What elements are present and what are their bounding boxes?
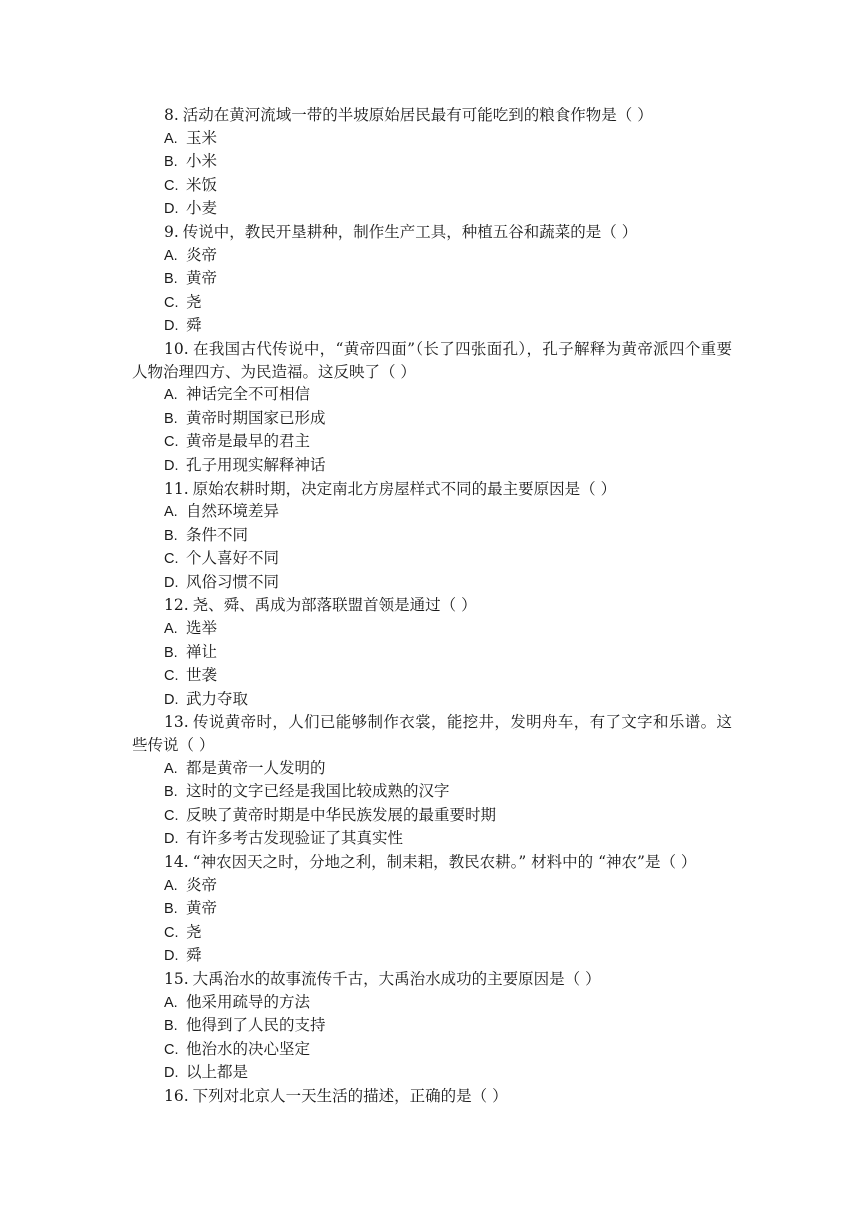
option-letter: A.: [164, 504, 178, 521]
option-text: 黄帝: [186, 899, 218, 918]
option-text: 以上都是: [186, 1063, 249, 1082]
question-block: [132, 711, 732, 851]
question-stem: [132, 221, 732, 244]
answer-option: [132, 804, 732, 828]
option-letter: C.: [164, 807, 179, 824]
option-text: 黄帝: [186, 269, 218, 288]
question-text: 大禹治水的故事流传千古，大禹治水成功的主要原因是（ ）: [192, 969, 601, 988]
answer-option: [132, 921, 732, 945]
option-text: 选举: [186, 619, 218, 638]
question-stem: [132, 338, 732, 383]
option-text: 黄帝是最早的君主: [186, 432, 311, 451]
answer-option: [132, 944, 732, 968]
answer-option: [132, 244, 732, 268]
option-text: 小米: [186, 152, 218, 171]
option-text: 自然环境差异: [186, 502, 280, 521]
option-letter: B.: [164, 154, 178, 171]
option-letter: D.: [164, 201, 179, 218]
question-text: 原始农耕时期，决定南北方房屋样式不同的最主要原因是（ ）: [192, 479, 617, 498]
option-text: 风俗习惯不同: [186, 572, 280, 591]
answer-option: [132, 780, 732, 804]
option-letter: B.: [164, 271, 178, 288]
question-text: 在我国古代传说中，“黄帝四面”（长了四张面孔），孔子解释为黄帝派四个重要人物治理四方、为民造福。这反映了（ ）: [132, 339, 732, 381]
option-letter: A.: [164, 760, 178, 777]
question-block: [132, 104, 732, 221]
option-letter: D.: [164, 691, 179, 708]
answer-option: [132, 267, 732, 291]
question-number: 12.: [164, 596, 189, 615]
answer-option: [132, 174, 732, 198]
question-block: [132, 968, 732, 1085]
answer-option: [132, 314, 732, 338]
option-letter: A.: [164, 877, 178, 894]
question-block: [132, 851, 732, 968]
answer-option: [132, 150, 732, 174]
option-letter: D.: [164, 948, 179, 965]
option-text: 他治水的决心坚定: [186, 1039, 311, 1058]
option-letter: D.: [164, 1065, 179, 1082]
answer-option: [132, 897, 732, 921]
question-block: [132, 1085, 732, 1108]
question-number: 14.: [164, 853, 189, 871]
answer-option: [132, 827, 732, 851]
option-letter: C.: [164, 551, 179, 568]
answer-option: [132, 991, 732, 1015]
question-number: 13.: [164, 713, 189, 732]
question-number: 10.: [164, 339, 189, 358]
option-letter: B.: [164, 410, 178, 427]
option-text: 神话完全不可相信: [186, 385, 311, 404]
answer-option: [132, 547, 732, 571]
answer-option: [132, 454, 732, 478]
answer-option: [132, 688, 732, 712]
answer-option: [132, 571, 732, 595]
question-block: [132, 594, 732, 711]
answer-option: [132, 524, 732, 548]
option-text: 米饭: [186, 175, 218, 194]
answer-option: [132, 407, 732, 431]
answer-option: [132, 1038, 732, 1062]
option-letter: A.: [164, 387, 178, 404]
question-number: 16.: [164, 1086, 189, 1105]
question-number: 11.: [164, 479, 189, 498]
option-text: 反映了黄帝时期是中华民族发展的最重要时期: [186, 805, 497, 824]
answer-option: [132, 197, 732, 221]
option-text: 条件不同: [186, 525, 249, 544]
answer-option: [132, 874, 732, 898]
option-letter: B.: [164, 644, 178, 661]
option-text: 这时的文字已经是我国比较成熟的汉字: [186, 782, 450, 801]
question-list: [132, 104, 732, 1108]
question-text: 下列对北京人一天生活的描述，正确的是（ ）: [192, 1086, 508, 1105]
option-letter: A.: [164, 994, 178, 1011]
answer-option: [132, 617, 732, 641]
answer-option: [132, 1014, 732, 1038]
question-text: 传说中，教民开垦耕种，制作生产工具，种植五谷和蔬菜的是（ ）: [182, 222, 638, 241]
question-stem: [132, 1085, 732, 1108]
option-text: 黄帝时期国家已形成: [186, 408, 326, 427]
option-text: 他采用疏导的方法: [186, 992, 311, 1011]
option-text: 尧: [186, 292, 202, 311]
option-letter: A.: [164, 621, 178, 638]
question-number: 15.: [164, 969, 189, 988]
option-letter: D.: [164, 831, 179, 848]
question-text: “神农因天之时，分地之利，制耒耜，教民农耕。” 材料中的 “神农”是（ ）: [192, 853, 697, 871]
answer-option: [132, 500, 732, 524]
question-number: 9.: [164, 222, 179, 241]
option-letter: B.: [164, 784, 178, 801]
option-text: 炎帝: [186, 245, 218, 264]
option-text: 尧: [186, 922, 202, 941]
question-stem: [132, 478, 732, 501]
option-text: 玉米: [186, 128, 218, 147]
question-block: [132, 478, 732, 595]
question-stem: [132, 711, 732, 756]
answer-option: [132, 127, 732, 151]
question-text: 活动在黄河流域一带的半坡原始居民最有可能吃到的粮食作物是（ ）: [182, 106, 653, 124]
option-text: 舜: [186, 316, 202, 335]
option-letter: C.: [164, 924, 179, 941]
option-letter: D.: [164, 574, 179, 591]
option-text: 孔子用现实解释神话: [186, 455, 326, 474]
question-number: 8.: [164, 106, 179, 124]
option-text: 都是黄帝一人发明的: [186, 758, 326, 777]
option-letter: A.: [164, 247, 178, 264]
option-letter: B.: [164, 1018, 178, 1035]
question-block: [132, 221, 732, 338]
question-text: 传说黄帝时，人们已能够制作衣裳，能挖井，发明舟车，有了文字和乐谱。这些传说（ ）: [132, 713, 732, 755]
option-letter: B.: [164, 527, 178, 544]
option-letter: B.: [164, 901, 178, 918]
option-text: 他得到了人民的支持: [186, 1016, 326, 1035]
option-letter: D.: [164, 318, 179, 335]
question-stem: [132, 968, 732, 991]
answer-option: [132, 641, 732, 665]
option-text: 小麦: [186, 199, 218, 218]
option-text: 武力夺取: [186, 689, 249, 708]
option-text: 世袭: [186, 666, 218, 685]
answer-option: [132, 291, 732, 315]
option-letter: A.: [164, 130, 178, 147]
option-text: 禅让: [186, 642, 218, 661]
option-text: 个人喜好不同: [186, 549, 280, 568]
option-letter: C.: [164, 668, 179, 685]
answer-option: [132, 430, 732, 454]
question-text: 尧、舜、禹成为部落联盟首领是通过（ ）: [192, 596, 477, 615]
question-block: [132, 338, 732, 478]
option-letter: D.: [164, 457, 179, 474]
option-letter: C.: [164, 177, 179, 194]
option-text: 舜: [186, 946, 202, 965]
option-text: 炎帝: [186, 875, 218, 894]
option-letter: C.: [164, 434, 179, 451]
option-letter: C.: [164, 294, 179, 311]
option-text: 有许多考古发现验证了其真实性: [186, 829, 404, 848]
answer-option: [132, 664, 732, 688]
question-stem: [132, 594, 732, 617]
answer-option: [132, 1061, 732, 1085]
answer-option: [132, 383, 732, 407]
answer-option: [132, 757, 732, 781]
question-stem: [132, 104, 732, 127]
option-letter: C.: [164, 1041, 179, 1058]
question-stem: [132, 851, 732, 874]
